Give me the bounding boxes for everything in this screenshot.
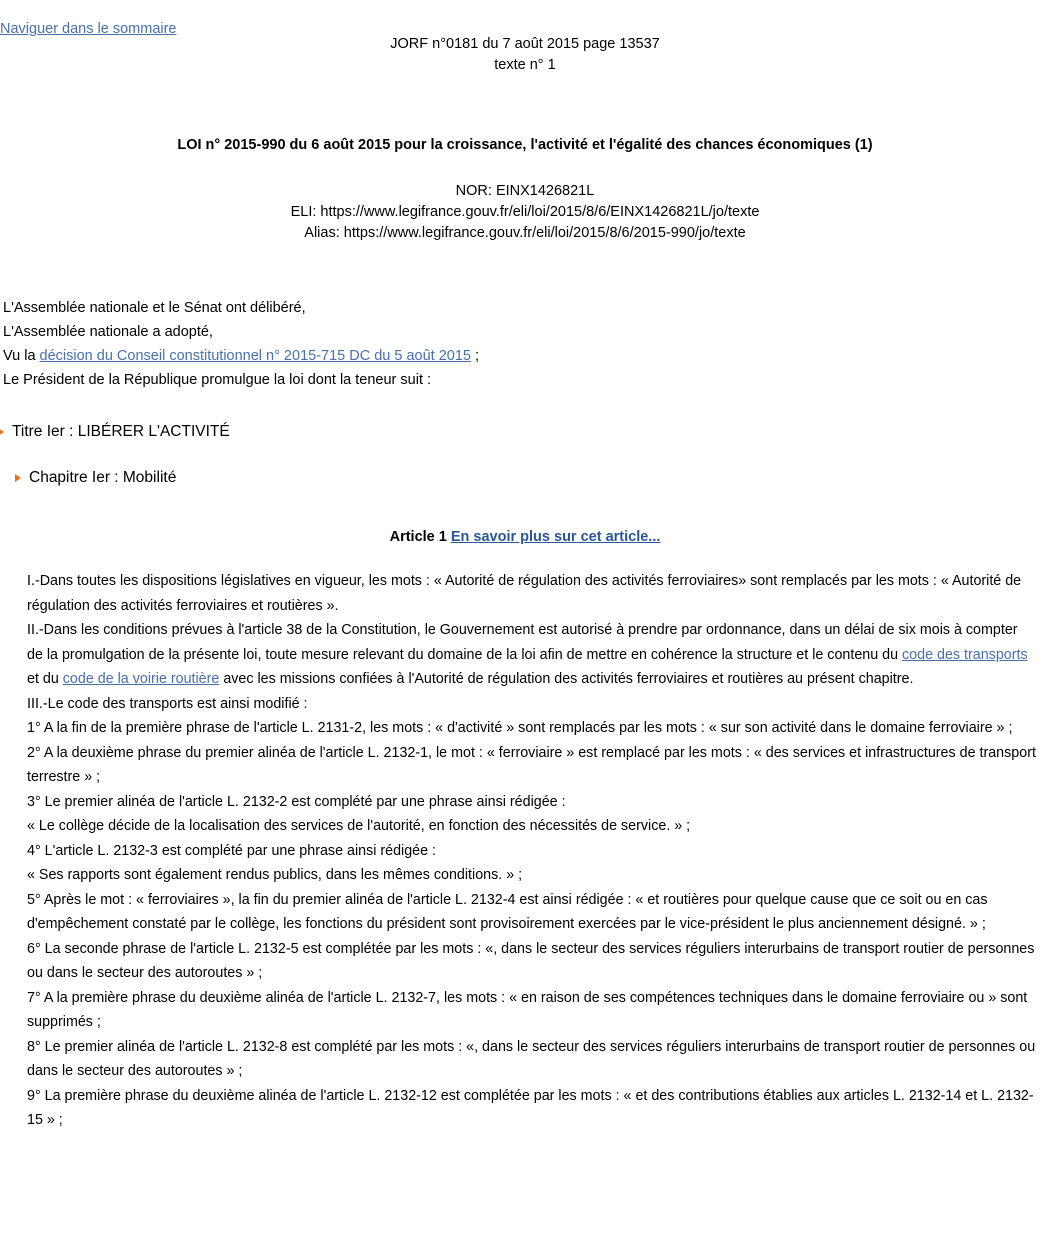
article-paragraph [27, 692, 1036, 717]
article-paragraph [27, 888, 1036, 937]
paragraph-text: 9° La première phrase du deuxième alinéa de l'article L. 2132-12 est complétée par les mots : « et des contributions établies aux articles L. 2132-14 et L. 2132-15 » ; [27, 1087, 1034, 1128]
article-paragraph [27, 814, 1036, 839]
paragraph-text: avec les missions confiées à l'Autorité de régulation des activités ferroviaires et routières au présent chapitre. [219, 671, 914, 687]
tree-node-titre-ier[interactable] [0, 423, 1050, 441]
page-title: LOI n° 2015-990 du 6 août 2015 pour la croissance, l'activité et l'égalité des chances économiques (1) [177, 137, 873, 153]
tree-node-chapitre-label: Chapitre Ier : Mobilité [29, 469, 177, 486]
eli-identifier: ELI: https://www.legifrance.gouv.fr/eli/loi/2015/8/6/EINX1426821L/jo/texte [290, 204, 760, 220]
paragraph-text: 5° Après le mot : « ferroviaires », la fin du premier alinéa de l'article L. 2132-4 est ainsi rédigée : « et routières pour quelque cause que ce soit ou en cas d'empêchement constaté par le collège, les fonctions du président sont provisoirement exercées par le vice-président le plus anciennement désigné. » ; [27, 891, 988, 932]
tree-node-chapitre-ier[interactable] [15, 469, 1050, 487]
preamble-line-1: L'Assemblée nationale et le Sénat ont délibéré, [3, 300, 306, 316]
article-paragraph [27, 937, 1036, 986]
article-paragraph [27, 1084, 1036, 1133]
conseil-constitutionnel-decision-link[interactable]: décision du Conseil constitutionnel n° 2015-715 DC du 5 août 2015 [39, 348, 471, 364]
paragraph-text: 3° Le premier alinéa de l'article L. 2132-2 est complété par une phrase ainsi rédigée : [27, 793, 566, 810]
preamble-block [3, 296, 1050, 392]
paragraph-text: 6° La seconde phrase de l'article L. 2132-5 est complétée par les mots : «, dans le secteur des services réguliers interurbains de transport routier de personnes ou dans le secteur des autoroutes » ; [27, 940, 1035, 981]
preamble-vu-prefix: Vu la [3, 348, 40, 364]
paragraph-text: 1° A la fin de la première phrase de l'article L. 2131-2, les mots : « d'activité » sont remplacés par les mots : « sur son activité dans le domaine ferroviaire » ; [27, 720, 1013, 736]
article-paragraph [27, 1035, 1036, 1084]
paragraph-text: 7° A la première phrase du deuxième alinéa de l'article L. 2132-7, les mots : « en raison de ses compétences techniques dans le domaine ferroviaire ou » sont supprimés ; [27, 989, 1028, 1030]
article-body [27, 569, 1036, 1133]
article-paragraph [27, 716, 1036, 741]
paragraph-text: « Ses rapports sont également rendus publics, dans les mêmes conditions. » ; [27, 867, 523, 883]
article-number: Article 1 [389, 529, 447, 545]
nor-identifier: NOR: EINX1426821L [455, 183, 595, 199]
article-more-info-link[interactable]: En savoir plus sur cet article... [450, 529, 661, 545]
top-cutoff-link-label: Naviguer dans le sommaire [0, 21, 177, 37]
paragraph-text: et du [27, 671, 63, 687]
preamble-line-2: L'Assemblée nationale a adopté, [3, 324, 213, 340]
paragraph-text: III.-Le code des transports est ainsi modifié : [27, 695, 308, 712]
paragraph-text: II.-Dans les conditions prévues à l'article 38 de la Constitution, le Gouvernement est autorisé à prendre par ordonnance, dans un délai de six mois à compter de la promulgation de la présente loi, toute mesure relevant du domaine de la loi afin de mettre en cohérence la structure et le contenu du [27, 622, 1018, 663]
paragraph-text: « Le collège décide de la localisation des services de l'autorité, en fonction des nécessités de service. » ; [27, 818, 691, 834]
preamble-line-4: Le Président de la République promulgue la loi dont la teneur suit : [3, 372, 432, 388]
paragraph-text: 2° A la deuxième phrase du premier alinéa de l'article L. 2132-1, le mot : « ferroviaire » est remplacé par les mots : « des services et infrastructures de transport terrestre » ; [27, 744, 1036, 785]
alias-identifier: Alias: https://www.legifrance.gouv.fr/eli/loi/2015/8/6/2015-990/jo/texte [304, 225, 746, 241]
article-heading [0, 529, 1050, 545]
chevron-right-icon [15, 474, 21, 482]
paragraph-text: 4° L'article L. 2132-3 est complété par une phrase ainsi rédigée : [27, 842, 437, 859]
chevron-right-icon [0, 428, 4, 436]
preamble-vu-suffix: ; [470, 348, 480, 364]
preamble-line-3 [3, 344, 1050, 368]
article-paragraph [27, 741, 1036, 790]
article-paragraph [27, 569, 1036, 618]
jorf-text-number: texte n° 1 [494, 57, 556, 73]
article-paragraph [27, 986, 1036, 1035]
jorf-reference-block [0, 34, 1050, 76]
identifiers-block [0, 181, 1050, 244]
jorf-issue-line: JORF n°0181 du 7 août 2015 page 13537 [390, 36, 660, 52]
paragraph-text: 8° Le premier alinéa de l'article L. 2132-8 est complété par les mots : «, dans le secteur des services réguliers interurbains de transport routier de personnes ou dans le secteur des autoroutes » ; [27, 1038, 1036, 1079]
top-cutoff-link[interactable] [0, 21, 208, 38]
article-paragraph [27, 618, 1036, 692]
paragraph-text: I.-Dans toutes les dispositions législatives en vigueur, les mots : « Autorité de régulation des activités ferroviaires» sont remplacés par les mots : « Autorité de régulation des activités ferroviaires et routières ». [27, 573, 1022, 614]
tree-node-titre-label: Titre Ier : LIBÉRER L'ACTIVITÉ [12, 423, 230, 440]
article-paragraph [27, 863, 1036, 888]
article-paragraph [27, 790, 1036, 815]
article-paragraph [27, 839, 1036, 864]
inline-code-link[interactable]: code de la voirie routière [62, 671, 220, 687]
inline-code-link[interactable]: code des transports [902, 646, 1028, 663]
